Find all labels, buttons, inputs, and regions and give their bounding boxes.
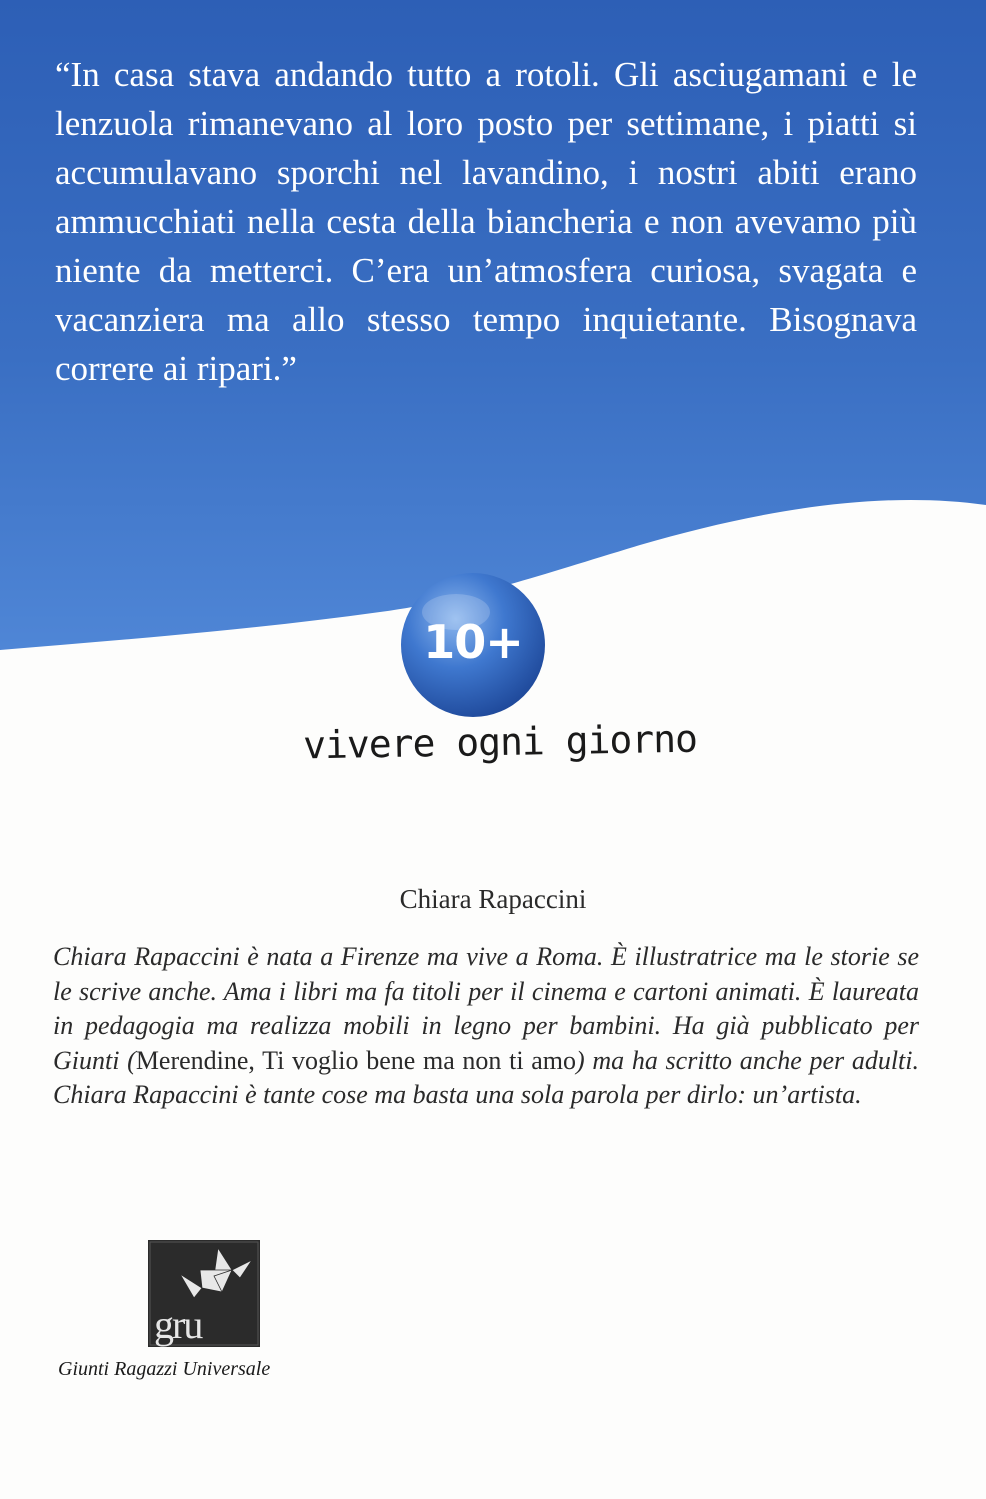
author-bio-part2: ) ma ha scritto anche per adulti. Chiara Rapaccini è tante cose ma basta una sola parola per dirlo: un’artista. — [53, 1045, 920, 1109]
series-tagline: vivere ogni giorno — [302, 716, 698, 768]
excerpt-quote: “In casa stava andando tutto a rotoli. Gli asciugamani e le lenzuola rimanevano al loro posto per settimane, i piatti si accumulavano sporchi nel lavandino, i nostri abiti erano ammucchiati nella cesta della biancheria e non avevamo più niente da metterci. C’era un’atmosfera curiosa, svagata e vacanziera ma allo stesso tempo inquietante. Bisognava correre ai ripari.” — [55, 55, 917, 388]
author-bio-part1: Chiara Rapaccini è nata a Firenze ma vive a Roma. È illustratrice ma le storie se le scrive anche. Ama i libri ma fa titoli per il cinema e cartoni animati. È laureata in pedagogia ma realizza mobili in legno per bambini. Ha già pubblicato per Giunti ( — [53, 942, 919, 1075]
age-badge-label: 10+ — [423, 615, 523, 669]
author-name: Chiara Rapaccini — [399, 884, 587, 914]
author-bio — [53, 940, 919, 1113]
age-badge — [398, 570, 548, 720]
author-bio-titles: Merendine, Ti voglio bene ma non ti amo — [135, 1045, 577, 1075]
publisher-name: Giunti Ragazzi Universale — [58, 1358, 271, 1380]
publisher-logo-text: gru — [154, 1302, 202, 1347]
publisher-logo — [148, 1240, 260, 1347]
